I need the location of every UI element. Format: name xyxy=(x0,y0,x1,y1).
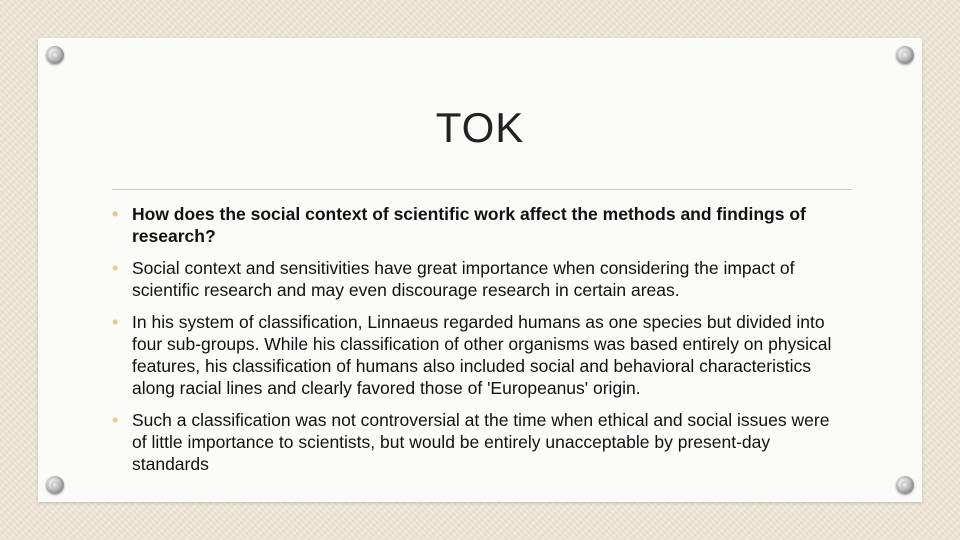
pushpin-icon xyxy=(46,46,64,64)
bullet-text: Social context and sensitivities have great importance when considering the impact of scientific research and may even discourage research in certain areas. xyxy=(132,258,795,300)
bullet-item xyxy=(112,203,842,247)
pushpin-icon xyxy=(896,46,914,64)
bullet-marker: • xyxy=(112,410,119,430)
bullet-item xyxy=(112,257,842,301)
bullet-text: In his system of classification, Linnaeus regarded humans as one species but divided into four sub-groups. While his classification of other organisms was based entirely on physical features, his classification of humans also included social and behavioral characteristics along racial lines and clearly favored those of 'Europeanus' origin. xyxy=(132,312,832,398)
bullet-item xyxy=(112,409,842,475)
bullet-item xyxy=(112,311,842,399)
bullet-marker: • xyxy=(112,204,119,224)
title-divider xyxy=(112,189,852,190)
bullet-marker: • xyxy=(112,258,119,278)
pushpin-icon xyxy=(46,476,64,494)
bullet-list xyxy=(112,203,842,485)
bullet-marker: • xyxy=(112,312,119,332)
slide-title: TOK xyxy=(435,104,525,151)
pushpin-icon xyxy=(896,476,914,494)
bullet-text: How does the social context of scientific work affect the methods and findings of research? xyxy=(132,204,806,246)
bullet-text: Such a classification was not controversial at the time when ethical and social issues were of little importance to scientists, but would be entirely unacceptable by present-day standards xyxy=(132,410,830,474)
